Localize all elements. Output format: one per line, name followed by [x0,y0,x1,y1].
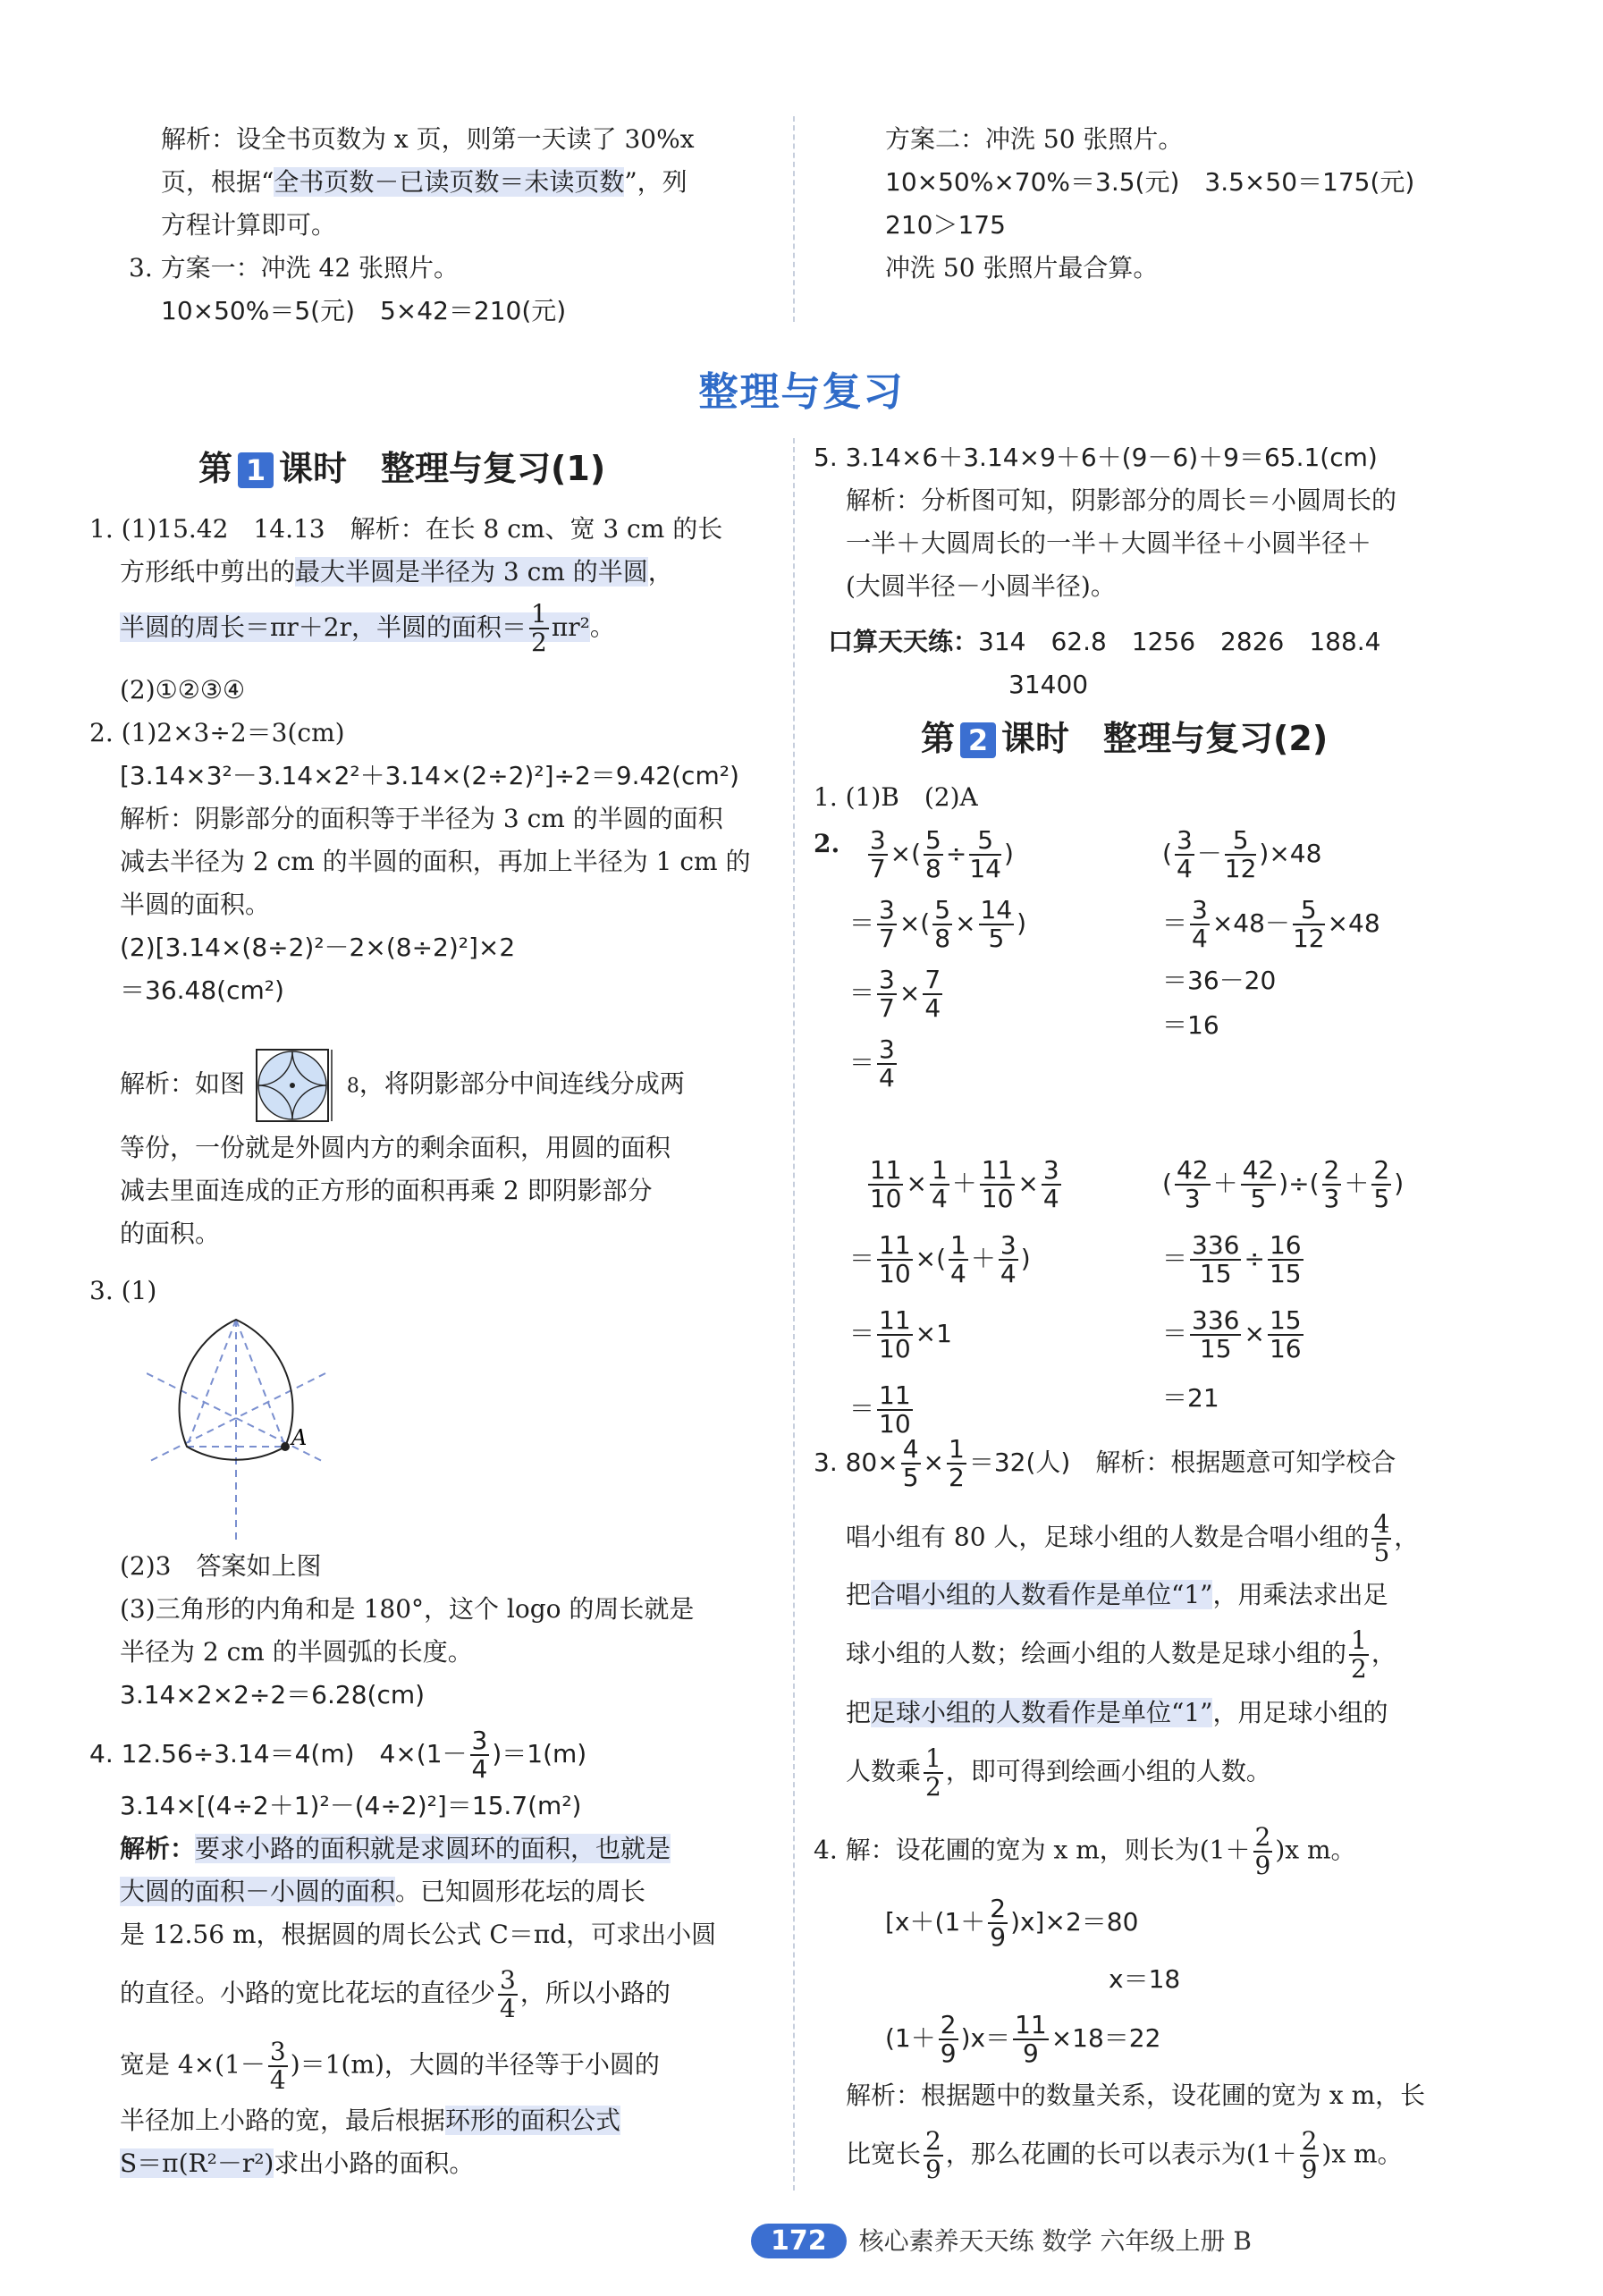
text-line: x＝18 [1109,1964,1181,1994]
text-line [885,2012,1160,2067]
numerator: 11 [1015,2010,1047,2039]
fraction [498,1967,518,2022]
fraction [901,1436,921,1491]
calc-step: ＝ $\frac{3}{4}$ ×48－ $\frac{5}{12}$ ×48 [1162,895,1380,953]
lesson-prefix: 第 [198,449,233,488]
text: 球小组的人数；绘画小组的人数是足球小组的 [846,1638,1347,1668]
text-line [120,2039,660,2094]
text-line: 10×50%×70%＝3.5(元) 3.5×50＝175(元) [885,167,1415,197]
text-line: 冲洗 50 张照片最合算。 [885,253,1159,283]
text: 宽是 4×(1－ [120,2049,266,2080]
text-line: 的面积。 [120,1219,221,1248]
denominator: 2 [925,1772,941,1802]
text-line: 方程计算即可。 [161,210,337,240]
denominator: 9 [1301,2155,1318,2184]
section-title: 整理与复习 [698,369,905,415]
text-line [846,1692,1388,1735]
highlight-text: S＝π(R²－r²) [120,2148,274,2178]
text: 解析：如图 [120,1068,246,1099]
text-line: ＝36.48(cm²) [120,975,284,1005]
text-line: (大圆半径－小圆半径)。 [846,571,1116,601]
text: 。已知圆形花坛的周长 [395,1877,646,1906]
calc-step: ＝ $\frac{11}{10}$ [849,1380,911,1439]
fraction [1253,1824,1273,1879]
text-line: 是 12.56 m，根据圆的周长公式 C＝πd，可求出小圆 [120,1920,717,1949]
text-line: (2)[3.14×(8÷2)²－2×(8÷2)²]×2 [120,933,516,962]
text: ”，列 [624,167,688,197]
numerator: 4 [902,1434,919,1464]
text-line: 31400 [1008,670,1089,699]
fraction [470,1727,490,1783]
numerator: 1 [925,1743,941,1773]
denominator: 9 [1254,1851,1271,1880]
text-line [846,1627,1396,1683]
numerator: 3 [471,1726,488,1755]
text: )x＝ [960,2023,1011,2053]
text: 4. 12.56÷3.14＝4(m) 4×(1－ [89,1739,468,1768]
text: ＝32(人) 解析：根据题意可知学校合 [968,1448,1396,1477]
text-line: 解析：设全书页数为 x 页，则第一天读了 30%x [161,124,695,154]
text-line: 3.14×2×2÷2＝6.28(cm) [120,1680,426,1709]
text: 求出小路的面积。 [274,2148,475,2178]
denominator: 5 [902,1463,919,1492]
text: )x m。 [1275,1835,1356,1865]
text: ， [647,557,673,587]
highlight-text [120,599,590,657]
text: 314 62.8 1256 2826 188.4 [978,627,1381,656]
denominator: 4 [500,1994,516,2023]
text-line: 半圆的面积。 [120,890,271,919]
text-line: 等份，一份就是外圆内方的剩余面积，用圆的面积 [120,1133,671,1162]
calc-block-4 [1162,1146,1404,1425]
text-line: (2)①②③④ [120,675,246,705]
square-circle-figure [253,1048,339,1123]
text-line: 解析：根据题中的数量关系，设花圃的宽为 x m，长 [846,2081,1426,2110]
calc-step: ＝ $\frac{11}{10}$ ×( $\frac{1}{4}$ ＋ $\frac{3}{4}$ ) [849,1230,1031,1288]
text-line: (2)3 答案如上图 [120,1551,322,1581]
text: ，用足球小组的 [1212,1698,1388,1727]
fraction [924,1745,943,1801]
text-line [828,620,1380,663]
text: ，那么花圃的长可以表示为(1＋ [945,2139,1297,2169]
denominator: 2 [949,1463,965,1492]
calc-step: ＝ $\frac{3}{4}$ [849,1034,895,1093]
denominator: 9 [990,1922,1007,1952]
highlight-text: 最大半圆是半径为 3 cm 的半圆 [295,557,648,587]
text-line [885,1895,1138,1951]
text: )x m。 [1321,2139,1403,2169]
text-line: 减去半径为 2 cm 的半圆的面积，再加上半径为 1 cm 的 [120,847,751,876]
text-line [814,1824,1356,1879]
text: )＝1(m)，大圆的半径等于小圆的 [290,2049,660,2080]
fraction [268,2039,288,2094]
denominator: 2 [531,628,547,657]
calc-step: ＝16 [1162,1010,1219,1040]
denominator: 9 [940,2039,957,2068]
text: ，所以小路的 [519,1978,671,2008]
book-title: 核心素养天天练 数学 六年级上册 B [858,2226,1252,2256]
numerator: 2 [990,1894,1007,1923]
highlight-text: 足球小组的人数看作是单位“1” [871,1698,1213,1727]
text-line: [3.14×3²－3.14×2²＋3.14×(2÷2)²]÷2＝9.42(cm²) [120,761,739,790]
text: 半圆的周长＝πr＋2r，半圆的面积＝ [120,612,527,642]
lesson-prefix: 第 [921,719,956,758]
numerator: 3 [269,2037,286,2066]
text-line: 5. 3.14×6＋3.14×9＋6＋(9－6)＋9＝65.1(cm) [814,443,1378,472]
calc-step: ＝ $\frac{3}{7}$ × $\frac{7}{4}$ [849,965,941,1023]
text-line [120,551,673,594]
text-line: 3. 方案一：冲洗 42 张照片。 [129,253,460,283]
fraction [1013,2012,1049,2067]
numerator: 2 [1301,2126,1318,2156]
fraction [939,2012,958,2067]
text-line [120,2099,620,2142]
text-line: 解析：分析图可知，阴影部分的周长＝小圆周长的 [846,485,1397,515]
page-number: 172 [751,2224,847,2258]
fraction [924,2128,943,2183]
text: ，即可得到绘画小组的人数。 [945,1756,1271,1786]
calc-step: $\frac{3}{7}$ ×( $\frac{5}{8}$ ÷ $\frac{5}{14}$ ) [869,825,1014,883]
calc-step: ＝36－20 [1162,966,1277,995]
lesson2-title [921,715,1328,762]
text-line: 3. (1) [89,1276,157,1305]
numerator: 1 [949,1434,965,1464]
text: 比宽长 [846,2139,922,2169]
highlight-text: 合唱小组的人数看作是单位“1” [871,1580,1213,1609]
fraction [529,601,549,656]
calc-step: ( $\frac{3}{4}$ － $\frac{5}{12}$ )×48 [1162,825,1322,883]
highlight-text: 全书页数－已读页数＝未读页数 [274,167,625,197]
text-line [846,1511,1419,1566]
text-line: 一半＋大圆周长的一半＋大圆半径＋小圆半径＋ [846,528,1372,558]
highlight-text: 要求小路的面积就是求圆环的面积，也就是 [195,1834,671,1863]
text-line: 方案二：冲洗 50 张照片。 [885,124,1184,154]
calc-block-1 [849,819,1026,1098]
highlight-text: 环形的面积公式 [445,2106,621,2135]
text-line [161,161,688,204]
denominator: 9 [1022,2039,1039,2068]
numerator: 2 [940,2010,957,2039]
calc-step: ＝ $\frac{3}{7}$ ×( $\frac{5}{8}$ × $\frac{14}{5}$ ) [849,895,1027,953]
text: )x]×2＝80 [1010,1907,1139,1937]
text-line [120,1828,671,1870]
text-line [120,1870,645,1913]
text: (1＋ [885,2023,936,2053]
numerator: 1 [1351,1625,1367,1655]
calc-step: ＝ $\frac{11}{10}$ ×1 [849,1305,952,1363]
text: ×18＝22 [1050,2023,1161,2053]
text: 3. 80× [814,1448,899,1477]
text-line [846,2128,1403,2183]
fraction [988,1895,1008,1951]
calc-block-2 [1162,819,1380,1048]
calc-block-3 [849,1146,1064,1447]
text-line [846,1745,1271,1801]
text: [x＋(1＋ [885,1907,986,1937]
lesson-badge: 2 [960,722,996,758]
lesson-badge: 1 [238,452,274,488]
reuleaux-logo-figure [147,1302,415,1552]
numerator: 1 [531,599,547,629]
text-line [89,1727,586,1783]
lesson1-title [198,445,605,492]
text: 人数乘 [846,1756,922,1786]
text-line: 1. (1)B (2)A [814,782,978,812]
text: ， [1371,1638,1396,1668]
text: × [923,1448,945,1477]
denominator: 5 [1373,1538,1390,1567]
text-line: 10×50%＝5(元) 5×42＝210(元) [161,296,567,325]
text-line [120,1048,685,1123]
column-divider-top [793,116,795,322]
text-line: 2. (1)2×3÷2＝3(cm) [89,718,345,747]
numerator: 2 [1254,1822,1271,1852]
text-line: 3.14×[(4÷2＋1)²－(4÷2)²]＝15.7(m²) [120,1791,582,1820]
highlight-text: 大圆的面积－小圆的面积 [120,1877,396,1906]
column-divider [793,438,795,2190]
calc-step: ＝ $\frac{336}{15}$ × $\frac{15}{16}$ [1162,1305,1302,1363]
text: 。 [589,612,615,642]
text: 唱小组有 80 人，足球小组的人数是合唱小组的 [846,1522,1370,1552]
text-line: 2. [814,829,840,858]
text: 解析： [120,1834,196,1863]
calc-step: ＝ $\frac{336}{15}$ ÷ $\frac{16}{15}$ [1162,1230,1302,1288]
denominator: 4 [471,1754,488,1784]
denominator: 2 [1351,1654,1367,1684]
text-line: 解析：阴影部分的面积等于半径为 3 cm 的半圆的面积 [120,804,723,833]
denominator: 4 [269,2065,286,2095]
numerator: 2 [925,2126,941,2156]
lesson-suffix: 课时 整理与复习(2) [1001,719,1329,758]
text: 把 [846,1698,872,1727]
text-line [120,2142,474,2185]
text: ，将阴影部分中间连线分成两 [359,1068,685,1099]
text-line: (3)三角形的内角和是 180°，这个 logo 的周长就是 [120,1594,695,1624]
text: 半径加上小路的宽，最后根据 [120,2106,446,2135]
text: πr² [551,612,590,642]
text: 方形纸中剪出的 [120,557,296,587]
text-line: 1. (1)15.42 14.13 解析：在长 8 cm、宽 3 cm 的长 [89,514,723,544]
numerator: 3 [500,1965,516,1995]
point-a-label: A [291,1425,308,1450]
lesson-suffix: 课时 整理与复习(1) [279,449,606,488]
text: ，用乘法求出足 [1212,1580,1388,1609]
text-line [846,1574,1388,1616]
calc-step: ( $\frac{42}{3}$ ＋ $\frac{42}{5}$ )÷( $\frac{2}{3}$ ＋ $\frac{2}{5}$ ) [1162,1155,1405,1213]
calc-step: $\frac{11}{10}$ × $\frac{1}{4}$ ＋ $\frac{11}{10}$ × $\frac{3}{4}$ [869,1155,1059,1213]
text-line: 半径为 2 cm 的半圆弧的长度。 [120,1637,473,1667]
text: )＝1(m) [492,1739,587,1768]
text: 4. 解：设花圃的宽为 x m，则长为(1＋ [814,1835,1251,1865]
fraction [1300,2128,1320,2183]
oral-practice-label: 口算天天练： [828,627,979,656]
text: 页，根据“ [161,167,274,197]
text-line [120,1967,671,2022]
text-line: 减去里面连成的正方形的面积再乘 2 即阴影部分 [120,1176,653,1205]
text-line [814,1436,1396,1491]
text-line [120,601,615,656]
dimension-label: 8 [346,1075,359,1098]
text: 的直径。小路的宽比花坛的直径少 [120,1978,496,2008]
calc-step: ＝21 [1162,1383,1219,1413]
text-line: 210＞175 [885,210,1006,240]
denominator: 9 [925,2155,941,2184]
fraction [1349,1627,1369,1683]
page-footer [751,2222,1252,2258]
numerator: 4 [1373,1509,1390,1539]
fraction [947,1436,966,1491]
text: 把 [846,1580,872,1609]
fraction [1371,1511,1391,1566]
text: ， [1394,1522,1420,1552]
